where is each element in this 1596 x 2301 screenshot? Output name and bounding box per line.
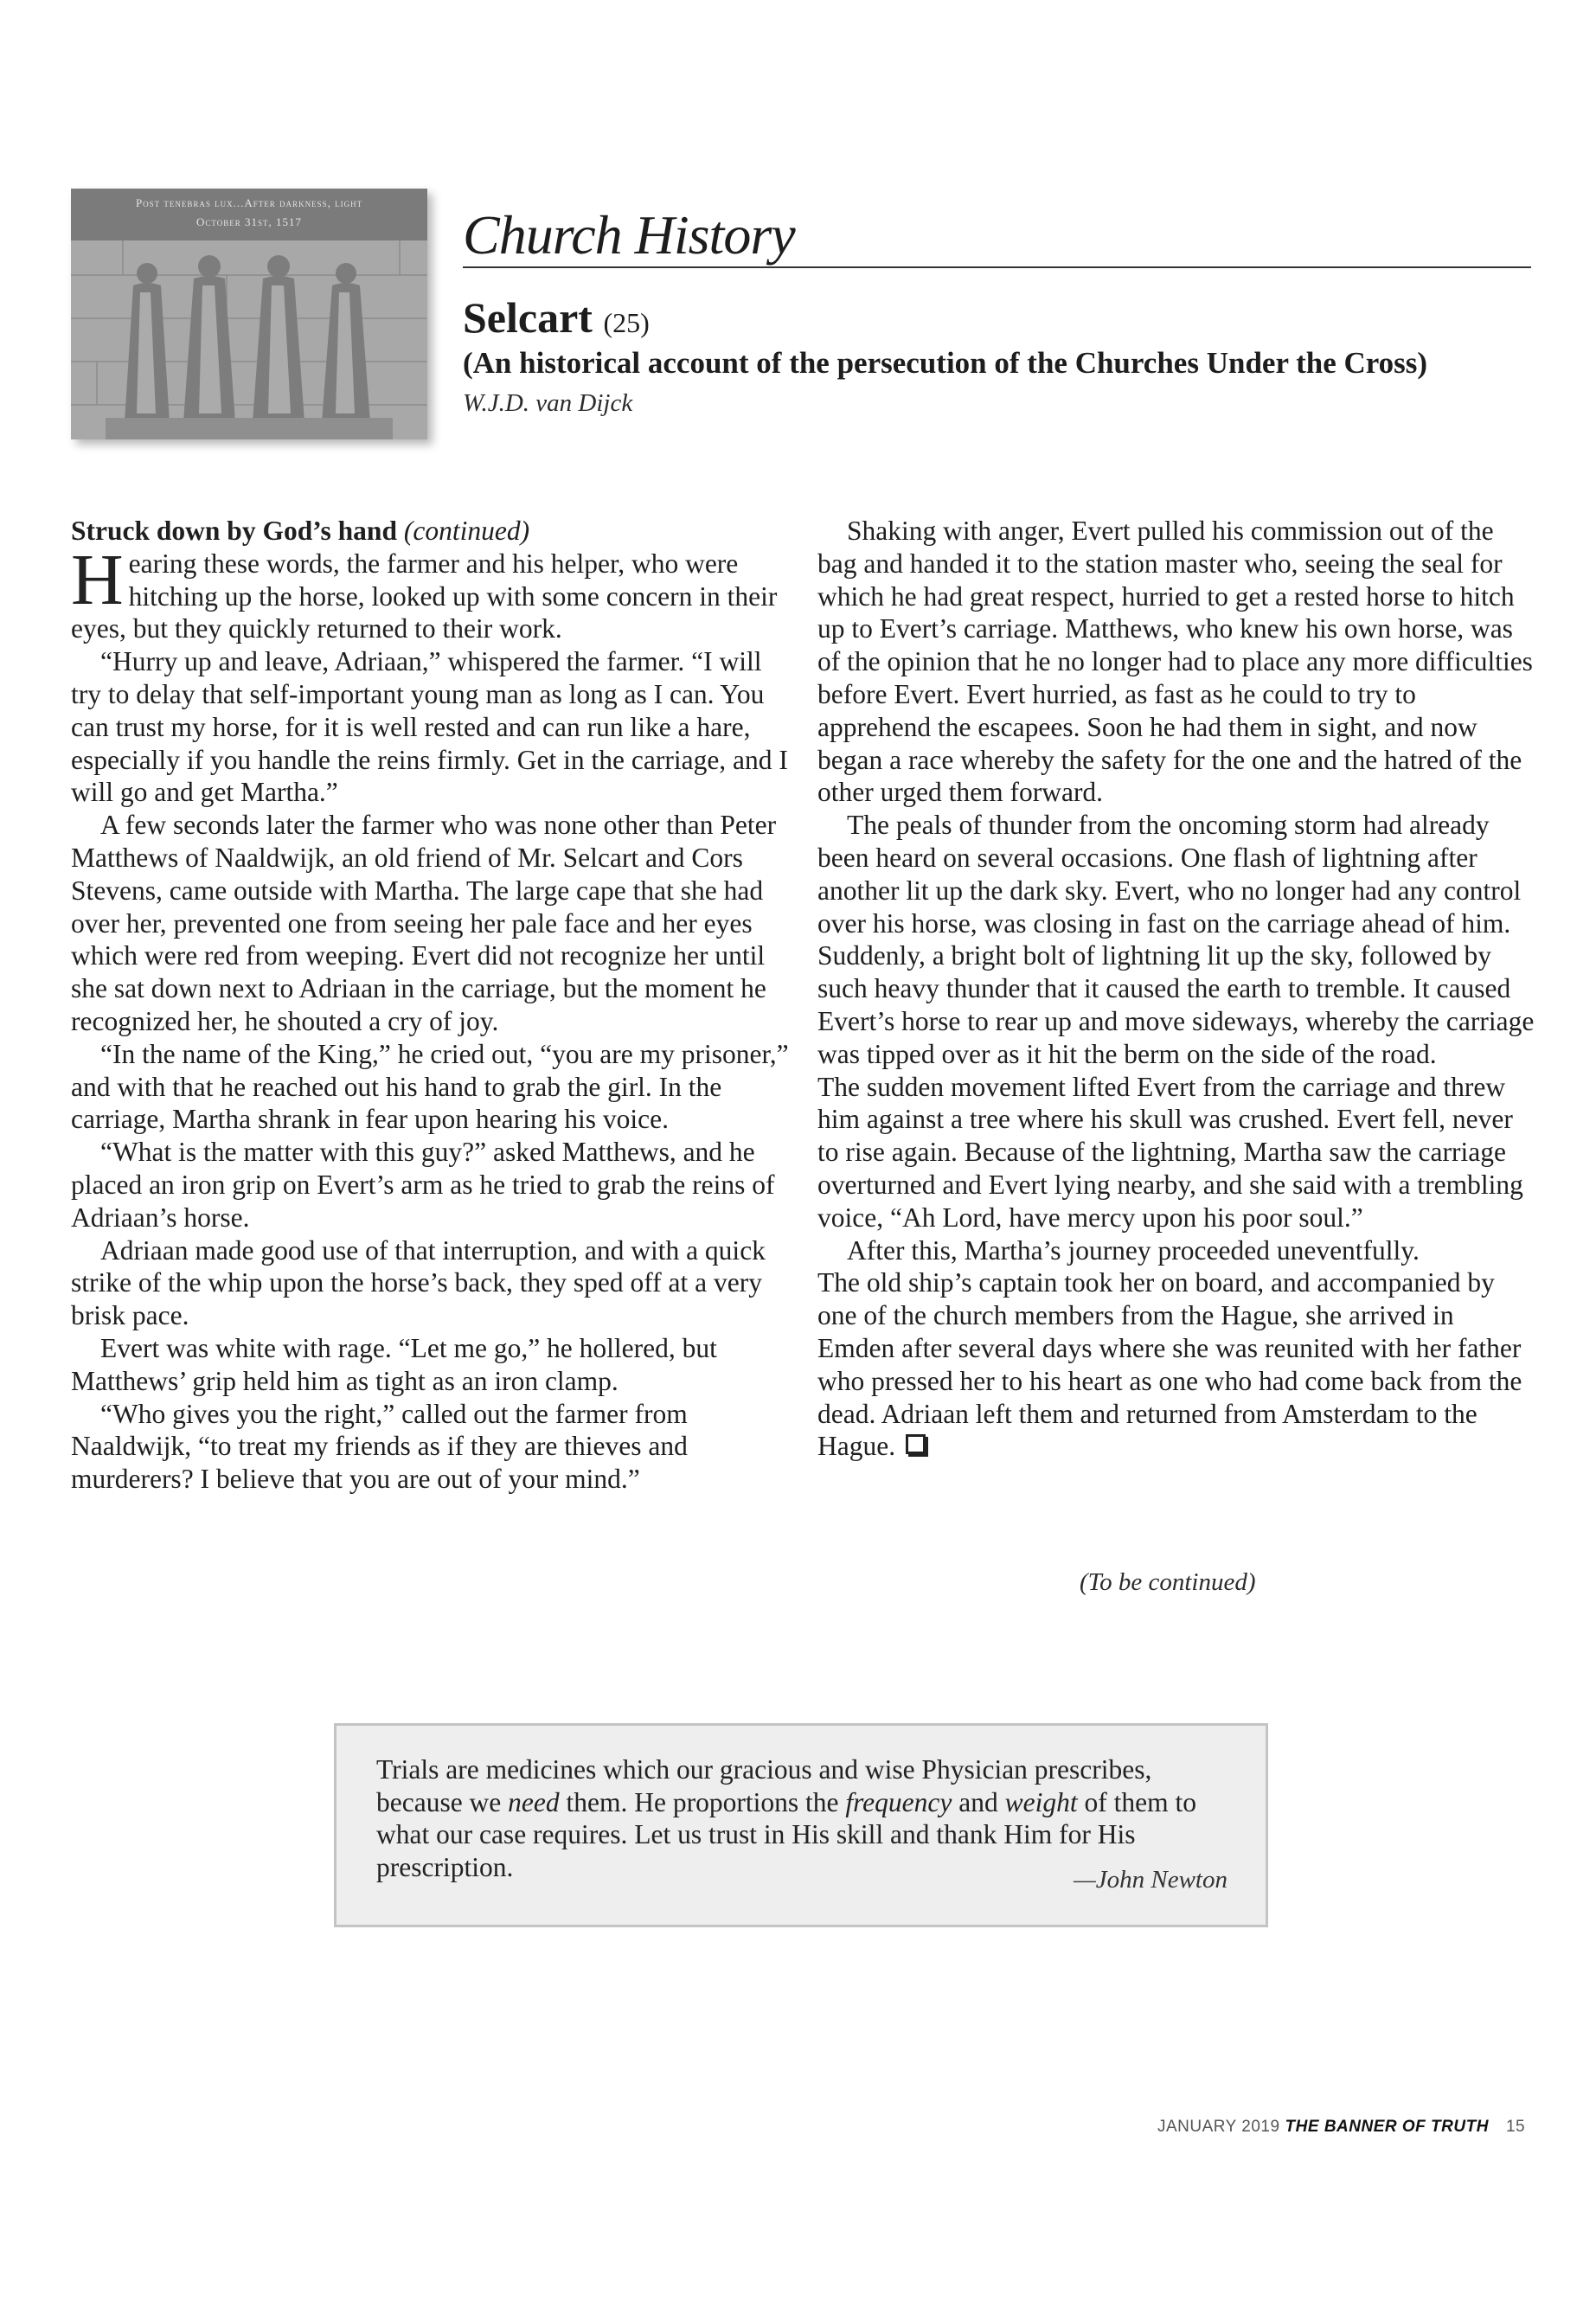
paragraph: Adriaan made good use of that interruption, and with a quick strike of the whip upon the horse’s back, they sped off at a very brisk pace. [71,1234,766,1331]
subheading-text: Struck down by God’s hand [71,516,397,546]
article-title-text: Selcart [463,293,593,342]
photo-caption-line1: Post tenebras lux...After darkness, light [135,196,363,209]
to-be-continued-note: (To be continued) [1080,1568,1256,1596]
paragraph [817,1266,1535,1463]
paragraph: The peals of thunder from the oncoming storm had already been heard on several occasions. One flash of lightning after another lit up the dark sky. Evert, who no longer had any control over his horse, was closing in fast on the carriage ahead of him. Suddenly, a bright bolt of lightning lit up the sky, followed by such heavy thunder that it caused the earth to tremble. It caused Evert’s horse to rear up and move sideways, whereby the carriage was tipped over as it hit the berm on the side of the road. [817,810,1535,1069]
article-number: (25) [603,307,650,338]
photo-caption-band [71,189,427,246]
article-title [463,292,650,343]
paragraph: “Hurry up and leave, Adriaan,” whispered the farmer. “I will try to delay that self-important young man as long as I can. You can trust my horse, for it is well rested and can run like a hare, especially if you handle the reins firmly. Get in the carriage, and I will go and get Martha.” [71,646,788,808]
quote-segment: them. He proportions the [559,1786,846,1817]
subheading-note: (continued) [403,516,530,546]
quote-segment: Trials are medicines which our gracious and wise Physician prescribes, because we [376,1754,1152,1817]
statues-illustration [71,240,427,439]
photo-caption-line2: October 31st, 1517 [196,215,302,228]
quote-emphasis: weight [1004,1786,1078,1817]
drop-cap: H [71,539,124,620]
title-rule [463,266,1531,268]
reformation-wall-photo [71,189,427,439]
left-column [71,515,789,1496]
paragraph: “Who gives you the right,” called out the farmer from Naaldwijk, “to treat my friends as if they are thieves and murderers? I believe that you are out of your mind.” [71,1398,688,1495]
quote-emphasis: frequency [845,1786,952,1817]
quote-emphasis: need [508,1786,560,1817]
quote-box [334,1723,1268,1927]
quote-segment: and [952,1786,1005,1817]
paragraph: “What is the matter with this guy?” asked Matthews, and he placed an iron grip on Evert’s arm as he tried to grab the reins of Adriaan’s horse. [71,1137,775,1233]
section-title: Church History [463,204,795,266]
article-author: W.J.D. van Dijck [463,389,633,417]
paragraph-text: earing these words, the farmer and his helper, who were hitching up the horse, looked up with some concern in their eyes, but they quickly returned to their work. [71,548,778,644]
paragraph: Shaking with anger, Evert pulled his commission out of the bag and handed it to the station master who, seeing the seal for which he had great respect, hurried to get a rested horse to hitch up to Evert’s carriage. Matthews, who knew his own horse, was of the opinion that he no longer had to place any more difficulties before Evert. Evert hurried, as fast as he could to try to apprehend the escapees. Soon he had them in sight, and now began a race whereby the safety for the one and the hatred of the other urged them forward. [817,516,1533,808]
quote-text [376,1753,1241,1883]
article-subtitle: (An historical account of the persecution of the Churches Under the Cross) [463,346,1428,380]
page-footer [1157,2118,1525,2137]
page-number: 15 [1505,2118,1526,2136]
paragraph: After this, Martha’s journey proceeded uneventfully. [847,1234,1420,1266]
subheading [71,515,789,548]
quote-attribution: —John Newton [1073,1866,1227,1894]
paragraph: “In the name of the King,” he cried out, “you are my prisoner,” and with that he reached out his hand to grab the girl. In the carriage, Martha shrank in fear upon hearing his voice. [71,1038,789,1135]
quote-segment: of them to what our case requires. Let us trust in His skill and thank Him for His prescription. [376,1786,1196,1882]
end-mark-icon [906,1434,926,1454]
paragraph: The sudden movement lifted Evert from the carriage and threw him against a tree where his skull was crushed. Evert fell, never to rise again. Because of the lightning, Martha saw the carriage overturned and Evert lying nearby, and she said with a trembling voice, “Ah Lord, have mercy upon his poor soul.” [817,1071,1523,1233]
footer-publication: THE BANNER OF TRUTH [1285,2118,1489,2136]
paragraph-text: The old ship’s captain took her on board, and accompanied by one of the church members from the Hague, she arrived in Emden after several days where she was reunited with her father who pressed her to his heart as one who had come back from the dead. Adriaan left them and returned from Amsterdam to the Hague. [817,1267,1522,1462]
paragraph [71,539,789,645]
paragraph: A few seconds later the farmer who was none other than Peter Matthews of Naaldwijk, an old friend of Mr. Selcart and Cors Stevens, came outside with Martha. The large cape that she had over her, prevented one from seeing her pale face and her eyes which were red from weeping. Evert did not recognize her until she sat down next to Adriaan in the carriage, but the moment he recognized her, he shouted a cry of joy. [71,810,777,1036]
paragraph: Evert was white with rage. “Let me go,” he hollered, but Matthews’ grip held him as tight as an iron clamp. [71,1332,717,1396]
right-column [817,515,1535,1463]
footer-date: JANUARY 2019 [1157,2118,1280,2136]
